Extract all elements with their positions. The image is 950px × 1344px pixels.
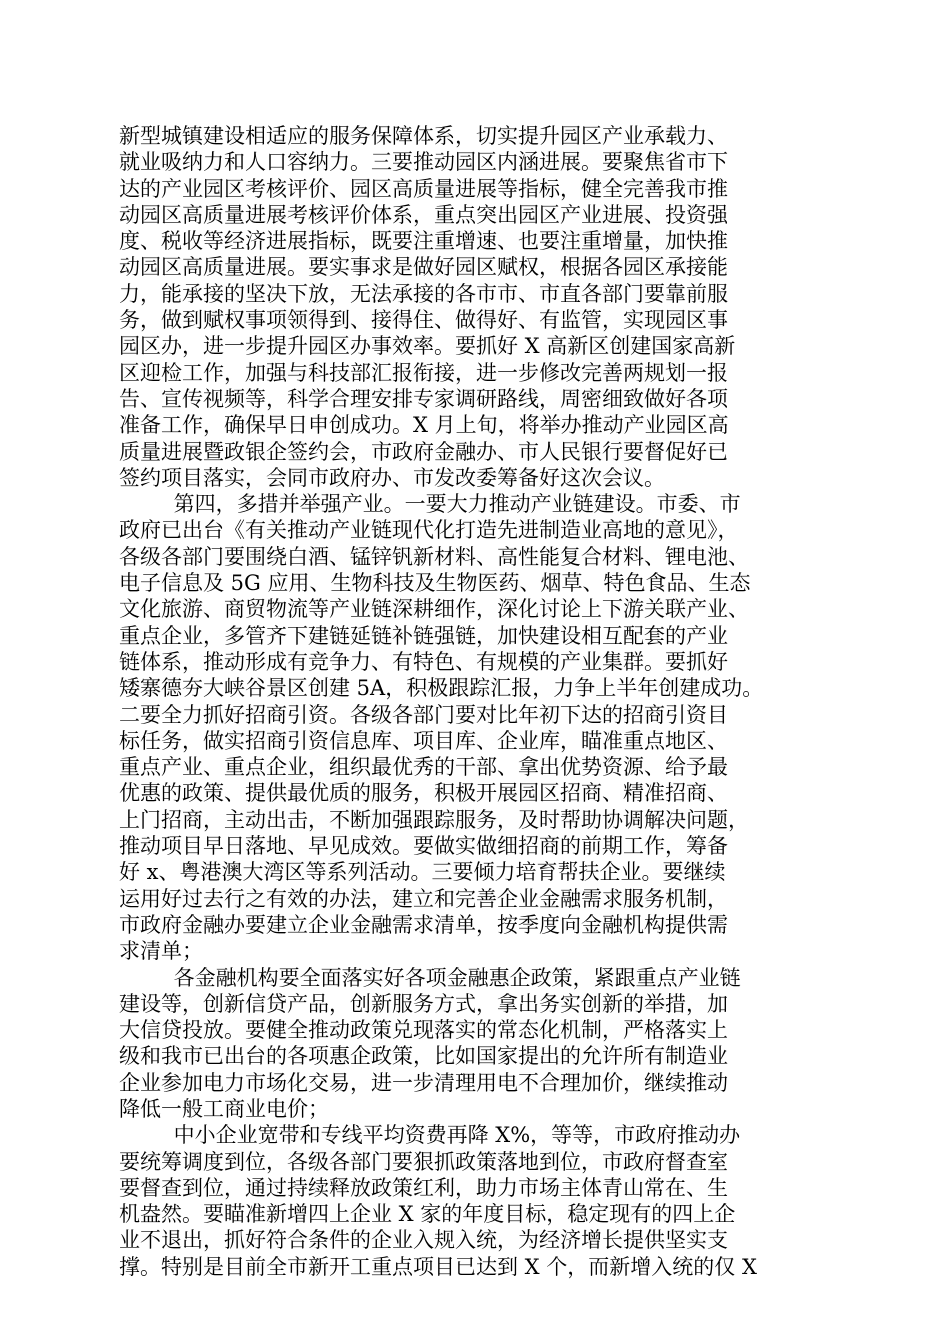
text-line: 大信贷投放。要健全推动政策兑现落实的常态化机制，严格落实上	[119, 1018, 728, 1043]
text-line: 要统筹调度到位，各级各部门要狠抓政策落地到位，市政府督查室	[119, 1149, 728, 1174]
text-line: 度、税收等经济进展指标，既要注重增速、也要注重增量，加快推	[119, 229, 728, 254]
text-line: 运用好过去行之有效的办法，建立和完善企业金融需求服务机制，	[119, 886, 728, 911]
text-line: 优惠的政策、提供最优质的服务，积极开展园区招商、精准招商、	[119, 781, 728, 806]
text-line: 市政府金融办要建立企业金融需求清单，按季度向金融机构提供需	[119, 912, 728, 937]
text-line: 质量进展暨政银企签约会，市政府金融办、市人民银行要督促好已	[119, 439, 728, 464]
paragraph	[119, 123, 831, 491]
text-line: 各金融机构要全面落实好各项金融惠企政策，紧跟重点产业链	[173, 965, 741, 990]
text-line: 新型城镇建设相适应的服务保障体系，切实提升园区产业承载力、	[119, 124, 728, 148]
text-line: 第四，多措并举强产业。一要大力推动产业链建设。市委、市	[173, 492, 741, 517]
text-line: 二要全力抓好招商引资。各级各部门要对比年初下达的招商引资目	[119, 702, 728, 727]
text-line: 好 x、粤港澳大湾区等系列活动。三要倾力培育帮扶企业。要继续	[119, 860, 726, 885]
text-line: 机盎然。要瞄准新增四上企业 X 家的年度目标，稳定现有的四上企	[119, 1202, 736, 1227]
text-line: 动园区高质量进展考核评价体系，重点突出园区产业进展、投资强	[119, 202, 728, 227]
text-line: 达的产业园区考核评价、园区高质量进展等指标，健全完善我市推	[119, 176, 728, 201]
text-line: 重点产业、重点企业，组织最优秀的干部、拿出优势资源、给予最	[119, 755, 728, 780]
paragraph	[119, 491, 831, 964]
text-line: 文化旅游、商贸物流等产业链深耕细作，深化讨论上下游关联产业、	[119, 597, 749, 622]
text-line: 降低一般工商业电价；	[119, 1096, 329, 1121]
text-line: 区迎检工作，加强与科技部汇报衔接，进一步修改完善两规划一报	[119, 360, 728, 385]
text-line: 政府已出台《有关推动产业链现代化打造先进制造业高地的意见》，	[119, 518, 739, 543]
paragraph	[119, 965, 831, 1123]
text-line: 各级各部门要围绕白酒、锰锌钒新材料、高性能复合材料、锂电池、	[119, 544, 749, 569]
text-line: 推动项目早日落地、早见成效。要做实做细招商的前期工作，筹备	[119, 834, 728, 859]
text-line: 中小企业宽带和专线平均资费再降 X%，等等，市政府推动办	[173, 1123, 741, 1148]
text-line: 要督查到位，通过持续释放政策红利，助力市场主体青山常在、生	[119, 1175, 728, 1200]
text-line: 电子信息及 5G 应用、生物科技及生物医药、烟草、特色食品、生态	[119, 571, 751, 596]
text-line: 求清单；	[119, 939, 203, 964]
text-line: 级和我市已出台的各项惠企政策，比如国家提出的允许所有制造业	[119, 1044, 728, 1069]
text-line: 告、宣传视频等，科学合理安排专家调研路线，周密细致做好各项	[119, 386, 728, 411]
text-line: 就业吸纳力和人口容纳力。三要推动园区内涵进展。要聚焦省市下	[119, 150, 728, 175]
text-line: 链体系，推动形成有竞争力、有特色、有规模的产业集群。要抓好	[119, 649, 728, 674]
text-line: 重点企业，多管齐下建链延链补链强链，加快建设相互配套的产业	[119, 623, 728, 648]
text-line: 力，能承接的坚决下放，无法承接的各市市、市直各部门要靠前服	[119, 281, 728, 306]
document-body	[119, 123, 831, 1280]
text-line: 动园区高质量进展。要实事求是做好园区赋权，根据各园区承接能	[119, 255, 728, 280]
text-line: 园区办，进一步提升园区办事效率。要抓好 X 高新区创建国家高新	[119, 334, 736, 359]
text-line: 签约项目落实，会同市政府办、市发改委筹备好这次会议。	[119, 465, 665, 490]
text-line: 建设等，创新信贷产品，创新服务方式，拿出务实创新的举措，加	[119, 991, 728, 1016]
text-line: 企业参加电力市场化交易，进一步清理用电不合理加价，继续推动	[119, 1070, 728, 1095]
text-line: 标任务，做实招商引资信息库、项目库、企业库，瞄准重点地区、	[119, 728, 728, 753]
text-line: 务，做到赋权事项领得到、接得住、做得好、有监管，实现园区事	[119, 308, 728, 333]
text-line: 准备工作，确保早日申创成功。X 月上旬，将举办推动产业园区高	[119, 413, 729, 438]
paragraph	[119, 1122, 831, 1280]
text-line: 矮寨德夯大峡谷景区创建 5A，积极跟踪汇报，力争上半年创建成功。	[119, 676, 764, 701]
text-line: 撑。特别是目前全市新开工重点项目已达到 X 个，而新增入统的仅 X	[119, 1254, 757, 1279]
text-line: 业不退出，抓好符合条件的企业入规入统，为经济增长提供坚实支	[119, 1228, 728, 1253]
text-line: 上门招商，主动出击，不断加强跟踪服务，及时帮助协调解决问题，	[119, 807, 749, 832]
